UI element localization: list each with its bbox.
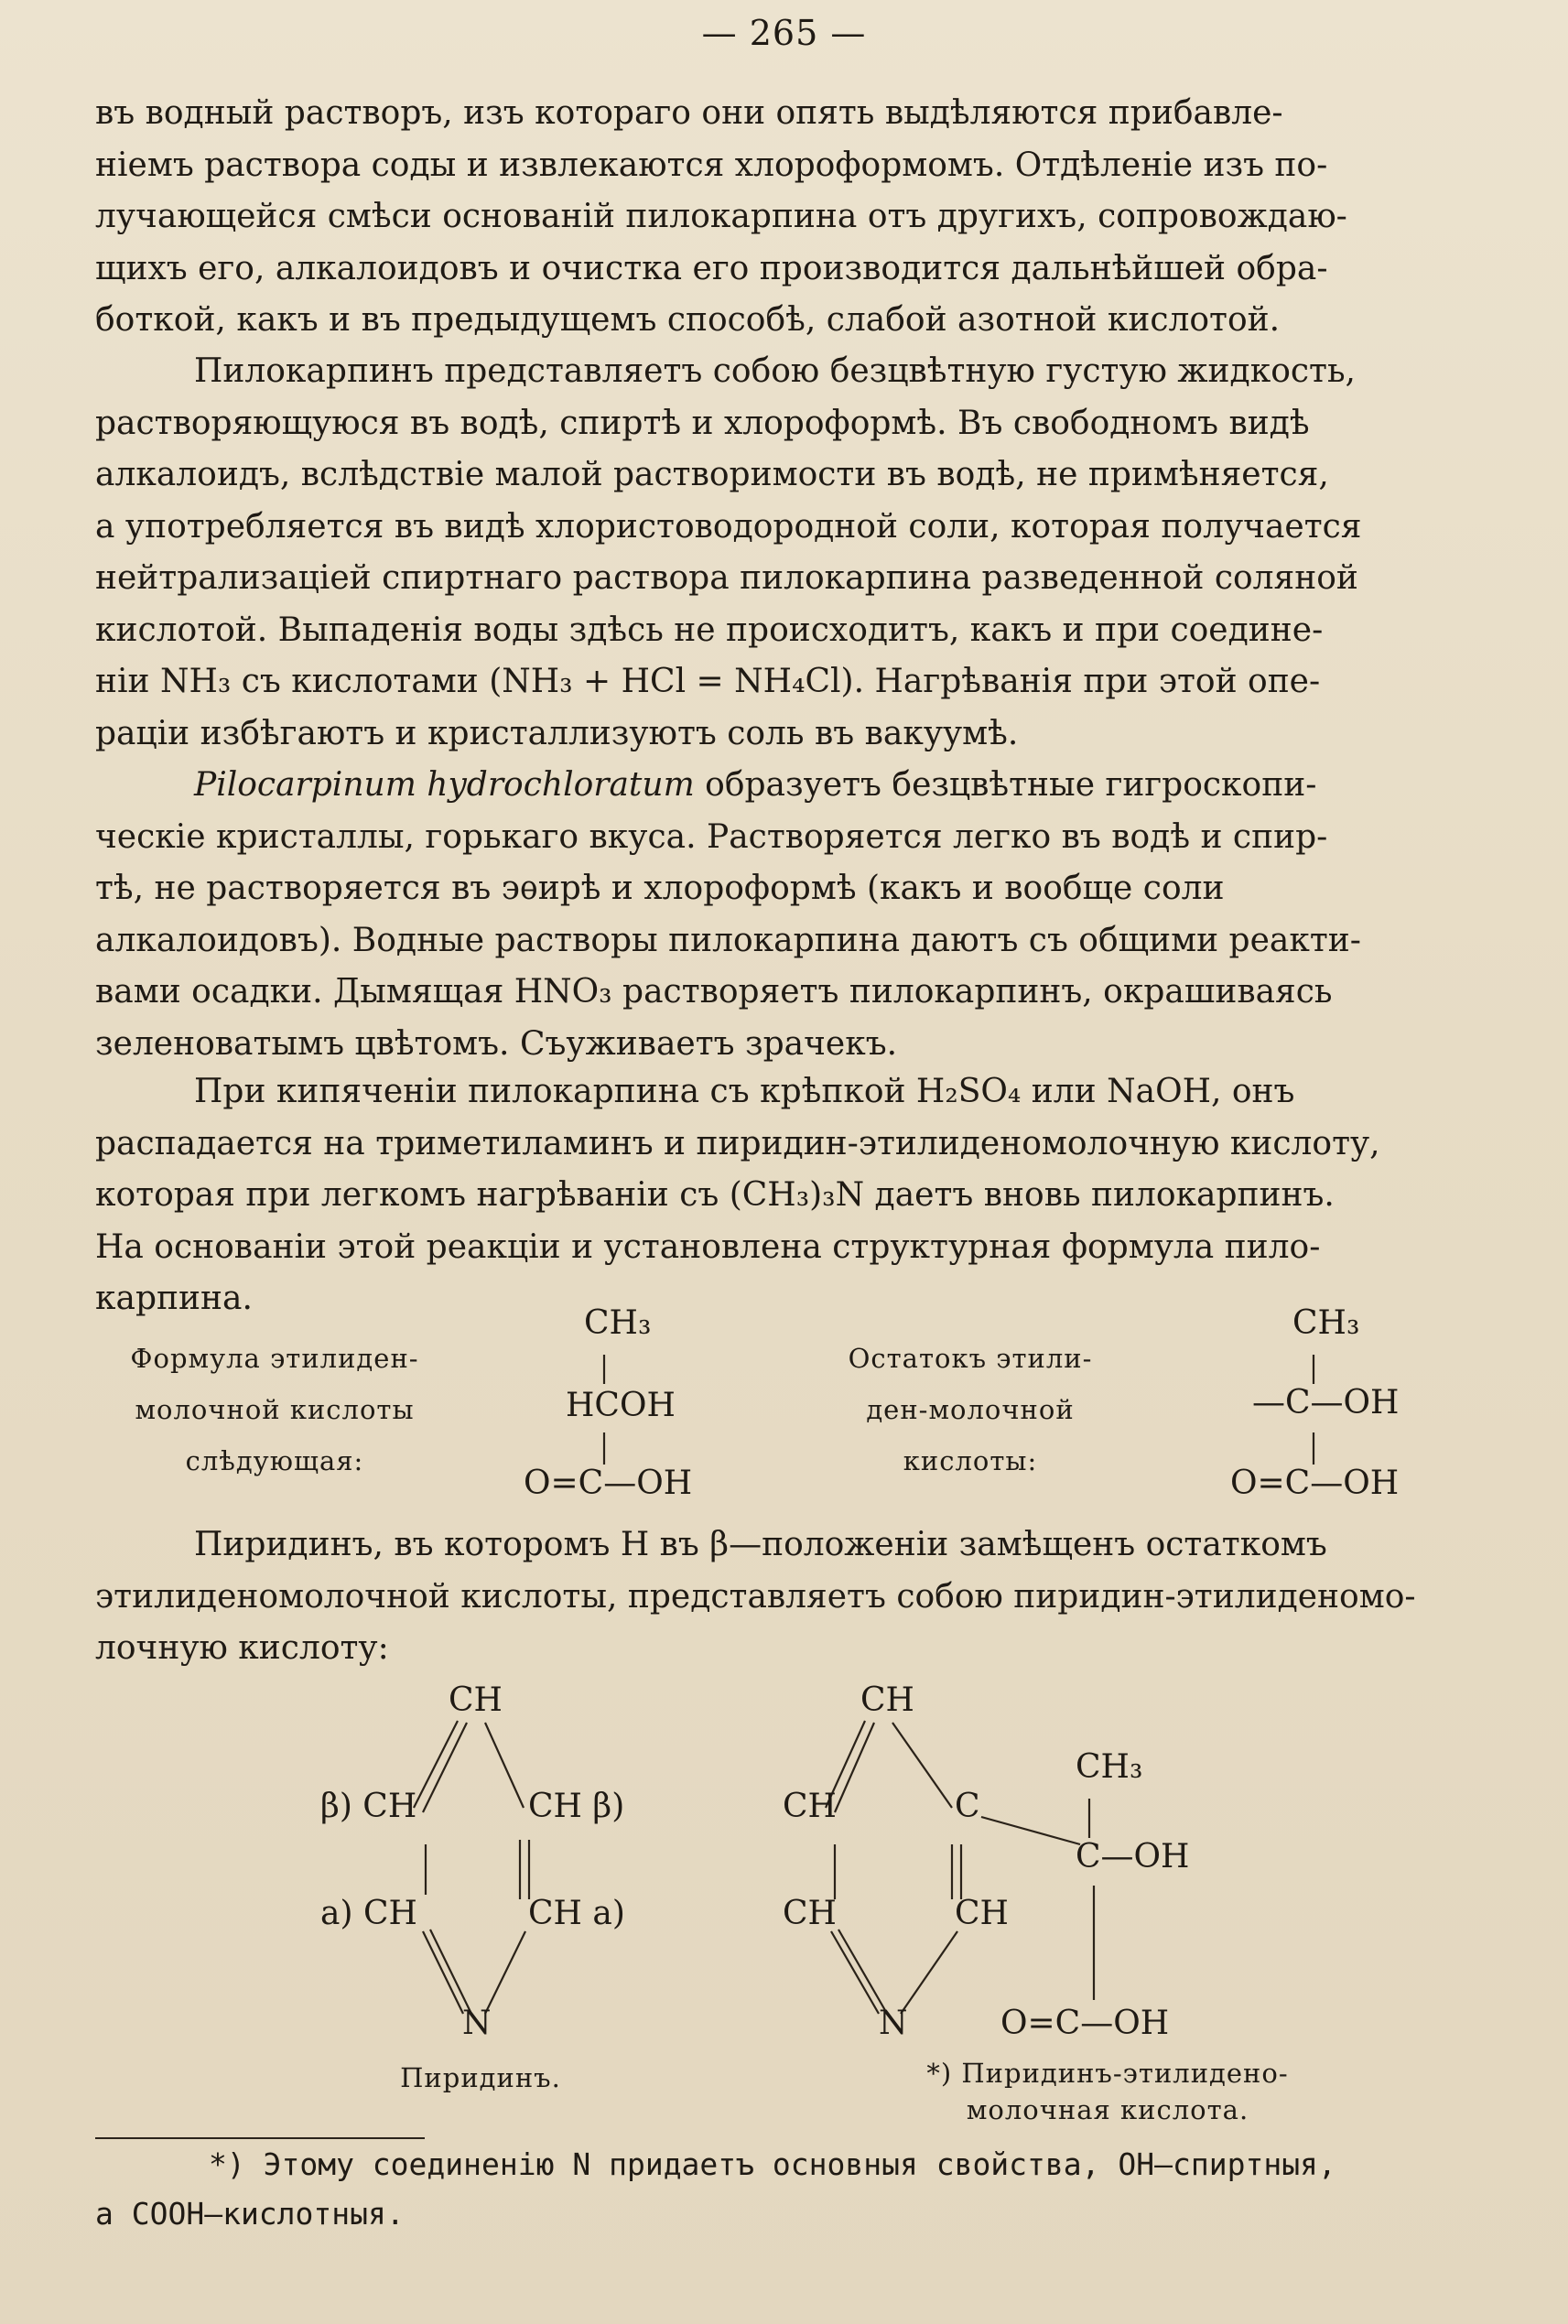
text-line: распадается на триметиламинъ и пиридин-этилиденомолочную кислоту,: [95, 1124, 1380, 1162]
text-line: которая при легкомъ нагрѣваніи съ (CH₃)₃N даетъ вновь пилокарпинъ.: [95, 1176, 1335, 1214]
latin-term: Pilocarpinum hydrochloratum: [194, 766, 695, 804]
pyridine-n: N: [462, 2005, 492, 2042]
text-line: зеленоватымъ цвѣтомъ. Съуживаетъ зрачекъ.: [95, 1024, 898, 1063]
text-line: При кипяченіи пилокарпина съ крѣпкой H₂SO₄ или NaOH, онъ: [194, 1073, 1295, 1110]
text-line: вами осадки. Дымящая HNO₃ растворяетъ пилокарпинъ, окрашиваясь: [95, 973, 1333, 1011]
text-line: а употребляется въ видѣ хлористоводородной соли, которая получается: [95, 507, 1362, 546]
pyridine-alpha-left: a) CH: [320, 1895, 417, 1932]
acid-c-right-upper: C: [955, 1788, 980, 1825]
text-line: алкалоидовъ). Водные растворы пилокарпина даютъ съ общими реакти-: [95, 921, 1361, 959]
text-line: На основаніи этой реакціи и установлена структурная формула пило-: [95, 1227, 1321, 1266]
text-line: карпина.: [95, 1280, 253, 1317]
text-line: въ водный растворъ, изъ котораго они опять выдѣляются прибавле-: [95, 94, 1283, 132]
text-line: тѣ, не растворяется въ эѳирѣ и хлороформѣ (какъ и вообще соли: [95, 870, 1225, 907]
pyridine-beta-right: CH β): [528, 1788, 625, 1825]
pyridine-caption: Пиридинъ.: [400, 2062, 561, 2093]
pyridine-beta-left: β) CH: [320, 1788, 417, 1825]
acid-caption: *) Пиридинъ-этилидено- молочная кислота.: [926, 2058, 1289, 2125]
text-line: щихъ его, алкалоидовъ и очистка его производится дальнѣйшей обра-: [95, 249, 1328, 287]
acid-side-c-oh: C—OH: [1076, 1838, 1190, 1875]
pyridine-ch-top: CH: [449, 1681, 503, 1719]
page-number: — 265 —: [701, 13, 867, 53]
acid-ch-left-lower: CH: [783, 1895, 837, 1932]
text-line: нейтрализаціей спиртнаго раствора пилокарпина разведенной соляной: [95, 559, 1358, 597]
text-line: алкалоидъ, вслѣдствіе малой растворимости въ водѣ, не примѣняется,: [95, 456, 1329, 493]
acid-side-cooh: O=C—OH: [1000, 2005, 1170, 2042]
formula-left-middle: HCOH: [566, 1387, 676, 1424]
formula-left-bottom: O=C—OH: [524, 1465, 693, 1502]
formula-right-middle: —C—OH: [1252, 1384, 1400, 1421]
acid-ch-left-upper: CH: [783, 1788, 837, 1825]
text-line: Pilocarpinum hydrochloratum образуетъ безцвѣтные гигроскопи-: [194, 766, 1317, 804]
footnote: *) Этому соединенію N придаетъ основныя свойства, OH—спиртныя, а COOH—кислотныя.: [95, 2146, 1336, 2232]
text-line: лочную кислоту:: [95, 1629, 389, 1667]
text-line: раціи избѣгаютъ и кристаллизуютъ соль въ вакуумѣ.: [95, 714, 1019, 752]
text-line: этилиденомолочной кислоты, представляетъ собою пиридин-этилиденомо-: [95, 1577, 1416, 1616]
acid-ch-top: CH: [860, 1681, 914, 1719]
text-line: ческіе кристаллы, горькаго вкуса. Растворяется легко въ водѣ и спир-: [95, 817, 1328, 856]
acid-n: N: [879, 2005, 908, 2042]
text-line: кислотой. Выпаденія воды здѣсь не происходитъ, какъ и при соедине-: [95, 611, 1324, 649]
text-line: боткой, какъ и въ предыдущемъ способѣ, слабой азотной кислотой.: [95, 301, 1281, 339]
pyridine-alpha-right: CH a): [528, 1895, 625, 1932]
text-line: ніемъ раствора соды и извлекаются хлороформомъ. Отдѣленіе изъ по-: [95, 146, 1328, 184]
formula-right-label: Остатокъ этили- ден-молочной кислоты:: [848, 1343, 1093, 1476]
text-line: ніи NH₃ съ кислотами (NH₃ + HCl = NH₄Cl). Нагрѣванія при этой опе-: [95, 663, 1321, 700]
formula-right-top: CH₃: [1292, 1304, 1360, 1342]
formula-right-bottom: O=C—OH: [1230, 1465, 1400, 1502]
acid-ch-right-lower: CH: [955, 1895, 1009, 1932]
text-line: растворяющуюся въ водѣ, спиртѣ и хлороформѣ. Въ свободномъ видѣ: [95, 404, 1310, 442]
text-line: Пилокарпинъ представляетъ собою безцвѣтную густую жидкость,: [194, 352, 1356, 390]
text-line: лучающейся смѣси основаній пилокарпина отъ другихъ, сопровождаю-: [95, 198, 1347, 235]
acid-side-ch3: CH₃: [1076, 1748, 1143, 1786]
footnote-divider: [95, 2137, 425, 2139]
formula-left-top: CH₃: [584, 1304, 652, 1342]
text-line: Пиридинъ, въ которомъ H въ β—положеніи замѣщенъ остаткомъ: [194, 1526, 1327, 1563]
formula-left-label: Формула этилиден- молочной кислоты слѣдующая:: [130, 1343, 419, 1476]
